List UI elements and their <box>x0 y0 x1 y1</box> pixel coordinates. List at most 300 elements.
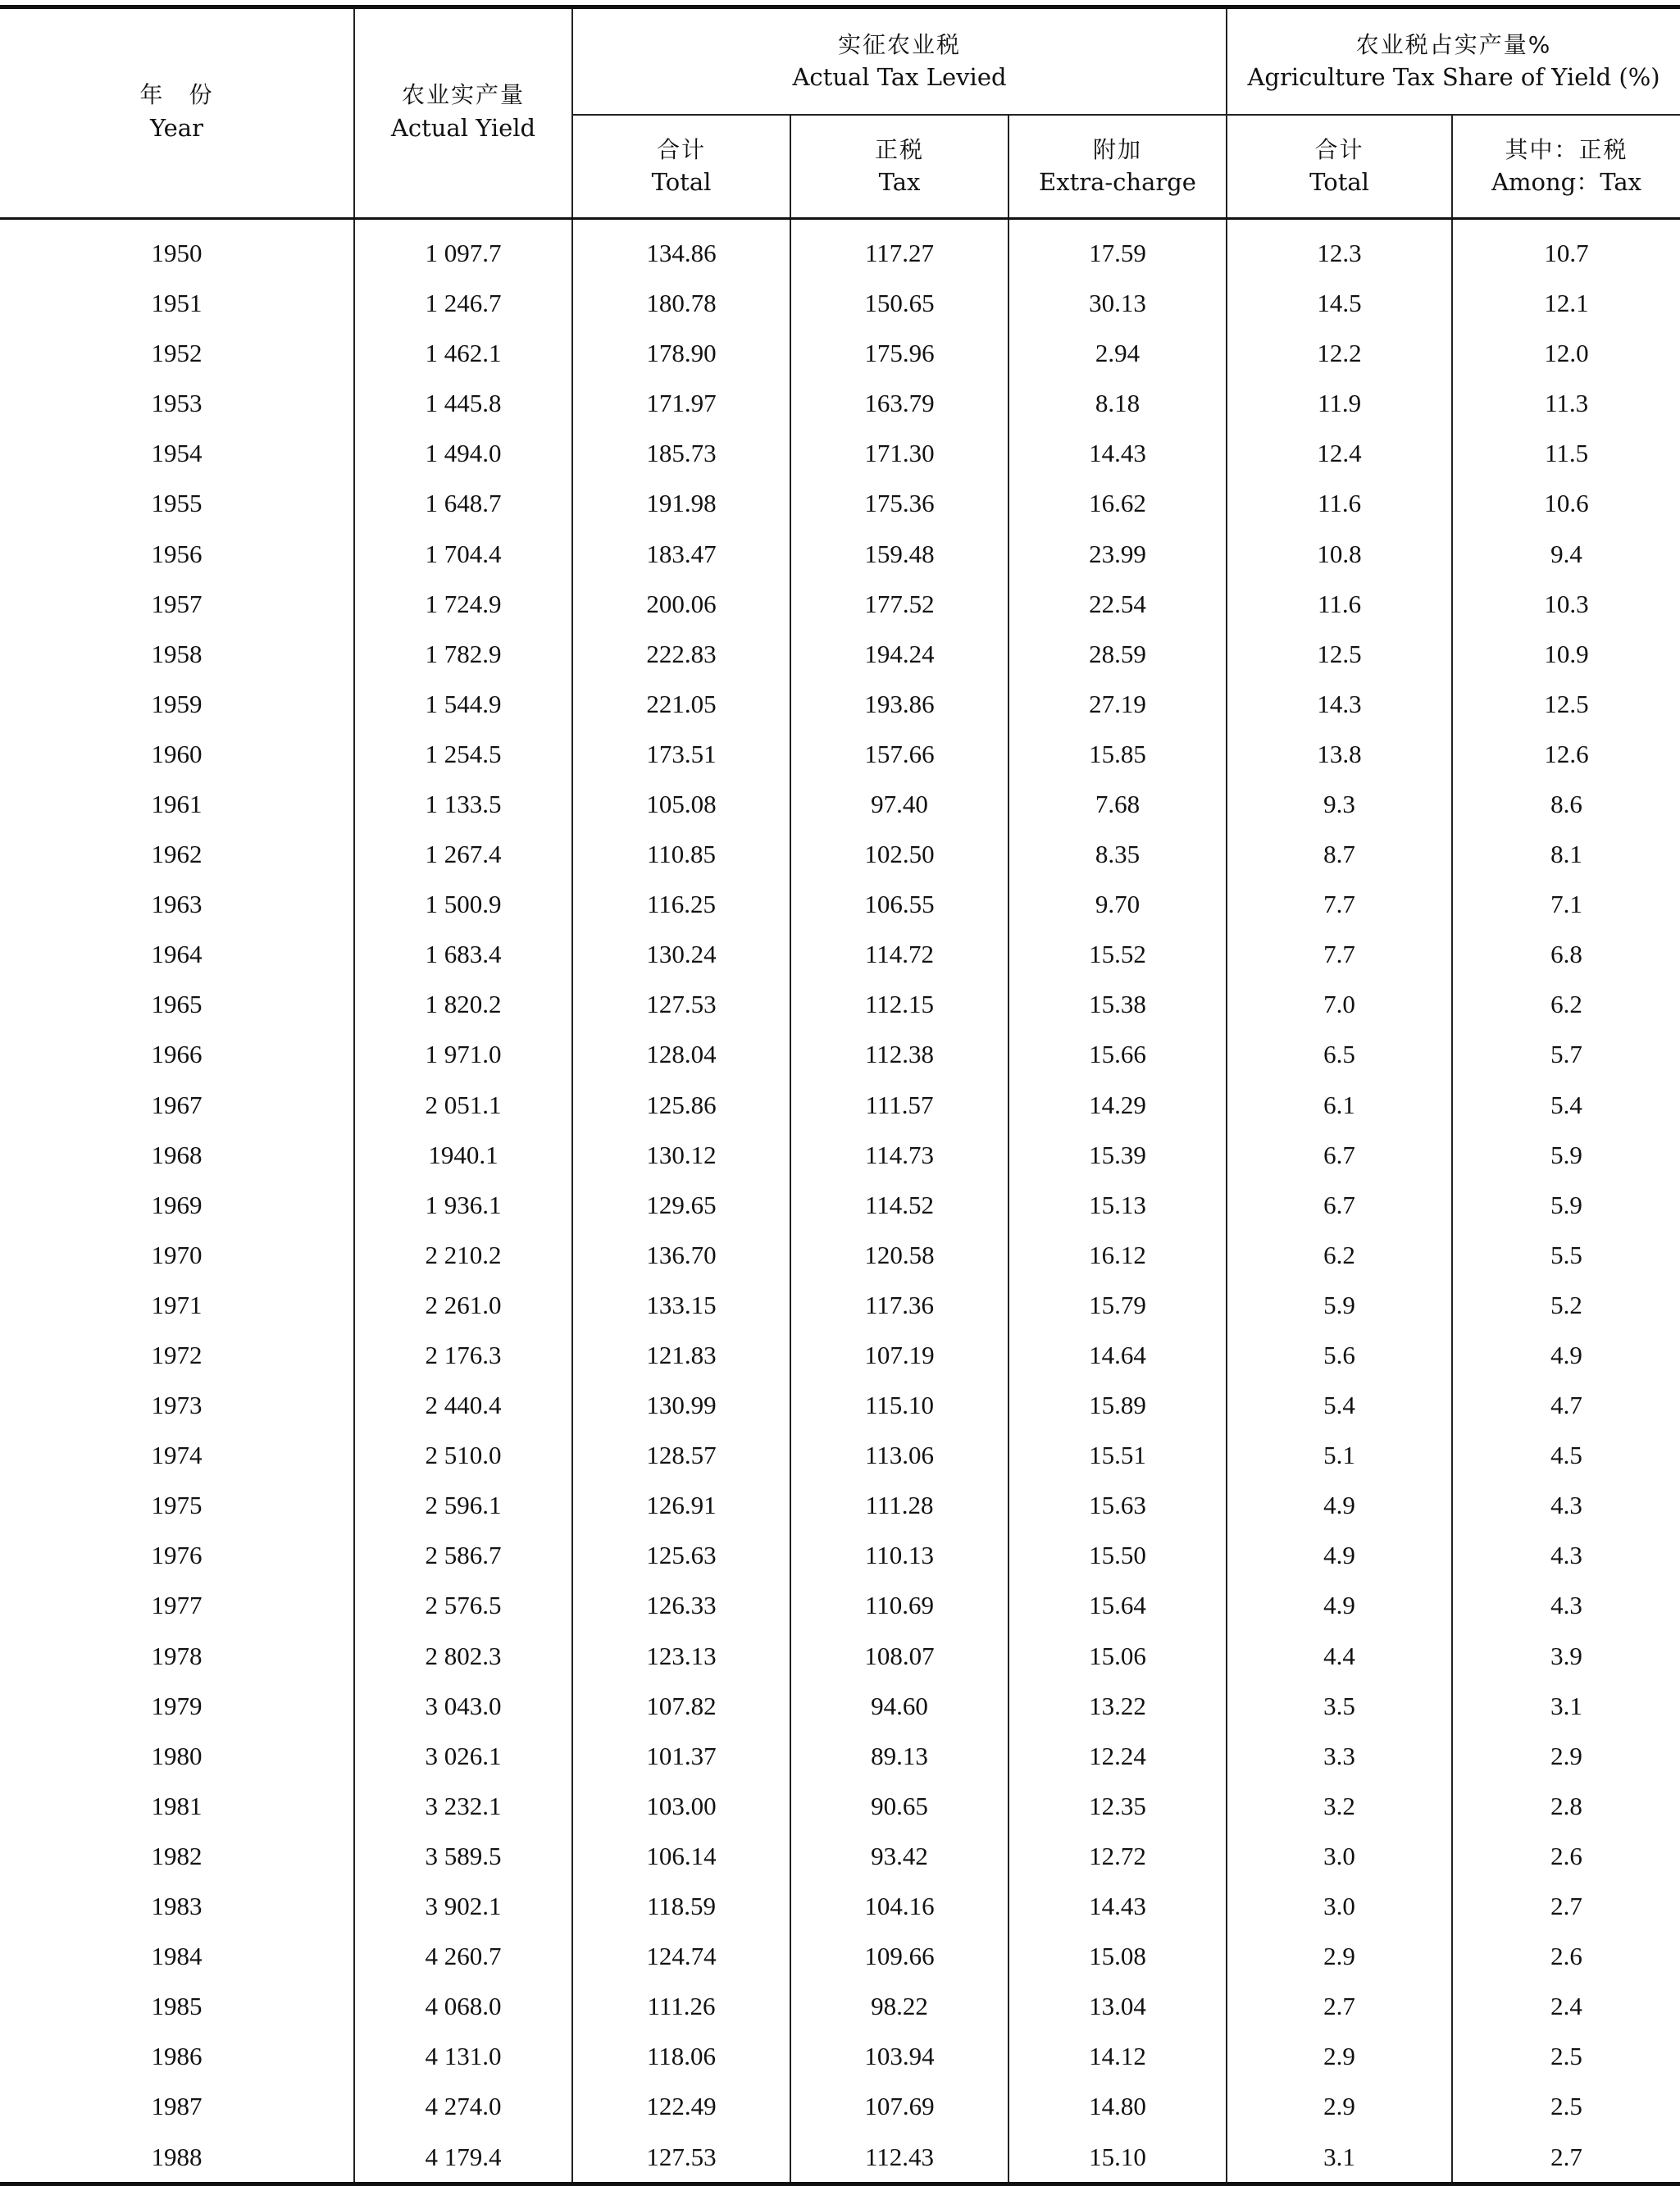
cell-share-tax: 12.6 <box>1452 729 1680 779</box>
cell-share-tax: 7.1 <box>1452 879 1680 929</box>
cell-tax: 175.36 <box>790 478 1008 528</box>
header-year-en: Year <box>150 113 203 142</box>
cell-share-tax: 2.6 <box>1452 1831 1680 1881</box>
cell-actual-yield: 1 133.5 <box>354 779 572 829</box>
cell-extra-charge: 15.64 <box>1008 1581 1227 1631</box>
cell-share-tax: 2.5 <box>1452 2031 1680 2081</box>
cell-share-tax: 11.3 <box>1452 378 1680 428</box>
cell-tax: 107.69 <box>790 2081 1008 2131</box>
header-share-total-zh: 合计 <box>1314 135 1364 163</box>
cell-year: 1977 <box>0 1581 354 1631</box>
cell-tax: 112.43 <box>790 2132 1008 2184</box>
cell-tax: 171.30 <box>790 428 1008 478</box>
cell-share-total: 4.9 <box>1227 1530 1452 1580</box>
table-row <box>0 1480 1680 1530</box>
cell-year: 1954 <box>0 428 354 478</box>
cell-extra-charge: 9.70 <box>1008 879 1227 929</box>
cell-tax: 112.15 <box>790 979 1008 1029</box>
cell-actual-yield: 3 589.5 <box>354 1831 572 1881</box>
table-row <box>0 929 1680 979</box>
cell-share-tax: 10.9 <box>1452 629 1680 679</box>
cell-tax-total: 178.90 <box>572 328 790 378</box>
cell-actual-yield: 1 500.9 <box>354 879 572 929</box>
cell-actual-yield: 3 902.1 <box>354 1881 572 1931</box>
cell-share-total: 14.5 <box>1227 278 1452 328</box>
cell-share-tax: 8.1 <box>1452 829 1680 879</box>
cell-year: 1972 <box>0 1330 354 1380</box>
table-row <box>0 1981 1680 2031</box>
table-row <box>0 1230 1680 1280</box>
table-row <box>0 2031 1680 2081</box>
header-total-zh: 合计 <box>656 135 706 163</box>
header-tax-levied-en: Actual Tax Levied <box>792 63 1007 92</box>
cell-share-tax: 4.7 <box>1452 1380 1680 1430</box>
cell-tax-total: 200.06 <box>572 579 790 629</box>
cell-actual-yield: 1 246.7 <box>354 278 572 328</box>
cell-tax-total: 191.98 <box>572 478 790 528</box>
cell-actual-yield: 1 445.8 <box>354 378 572 428</box>
cell-extra-charge: 13.04 <box>1008 1981 1227 2031</box>
cell-actual-yield: 1 097.7 <box>354 219 572 279</box>
cell-share-tax: 11.5 <box>1452 428 1680 478</box>
cell-share-total: 2.9 <box>1227 1931 1452 1981</box>
cell-tax: 112.38 <box>790 1030 1008 1080</box>
cell-tax: 89.13 <box>790 1731 1008 1781</box>
cell-extra-charge: 15.52 <box>1008 929 1227 979</box>
table-row <box>0 1731 1680 1781</box>
table-row <box>0 278 1680 328</box>
cell-extra-charge: 16.62 <box>1008 478 1227 528</box>
table-row <box>0 829 1680 879</box>
cell-tax-total: 134.86 <box>572 219 790 279</box>
cell-share-total: 5.1 <box>1227 1430 1452 1480</box>
cell-tax-total: 180.78 <box>572 278 790 328</box>
cell-year: 1980 <box>0 1731 354 1781</box>
cell-share-tax: 10.3 <box>1452 579 1680 629</box>
cell-year: 1964 <box>0 929 354 979</box>
cell-tax: 113.06 <box>790 1430 1008 1480</box>
cell-extra-charge: 15.38 <box>1008 979 1227 1029</box>
cell-share-tax: 4.3 <box>1452 1581 1680 1631</box>
table-row <box>0 1080 1680 1130</box>
agriculture-tax-table <box>0 5 1680 2186</box>
cell-extra-charge: 15.85 <box>1008 729 1227 779</box>
cell-share-tax: 4.5 <box>1452 1430 1680 1480</box>
cell-actual-yield: 1 820.2 <box>354 979 572 1029</box>
cell-extra-charge: 23.99 <box>1008 529 1227 579</box>
table-row <box>0 1180 1680 1230</box>
cell-tax-total: 128.04 <box>572 1030 790 1080</box>
cell-actual-yield: 2 261.0 <box>354 1280 572 1330</box>
cell-tax-total: 121.83 <box>572 1330 790 1380</box>
cell-extra-charge: 28.59 <box>1008 629 1227 679</box>
table-row <box>0 1030 1680 1080</box>
cell-actual-yield: 4 260.7 <box>354 1931 572 1981</box>
cell-share-tax: 5.2 <box>1452 1280 1680 1330</box>
cell-share-total: 10.8 <box>1227 529 1452 579</box>
table-row <box>0 1530 1680 1580</box>
cell-tax-total: 221.05 <box>572 679 790 729</box>
cell-share-tax: 5.9 <box>1452 1130 1680 1180</box>
table-body <box>0 219 1680 2184</box>
cell-tax-total: 127.53 <box>572 979 790 1029</box>
cell-share-tax: 3.9 <box>1452 1631 1680 1681</box>
cell-share-total: 12.3 <box>1227 219 1452 279</box>
cell-extra-charge: 15.13 <box>1008 1180 1227 1230</box>
cell-share-total: 5.6 <box>1227 1330 1452 1380</box>
cell-tax: 194.24 <box>790 629 1008 679</box>
cell-year: 1965 <box>0 979 354 1029</box>
header-tax-zh: 正税 <box>874 135 924 163</box>
cell-year: 1968 <box>0 1130 354 1180</box>
cell-actual-yield: 1 936.1 <box>354 1180 572 1230</box>
cell-actual-yield: 2 210.2 <box>354 1230 572 1280</box>
cell-extra-charge: 17.59 <box>1008 219 1227 279</box>
cell-extra-charge: 14.80 <box>1008 2081 1227 2131</box>
table-row <box>0 679 1680 729</box>
cell-share-total: 2.9 <box>1227 2081 1452 2131</box>
cell-year: 1967 <box>0 1080 354 1130</box>
cell-share-tax: 2.6 <box>1452 1931 1680 1981</box>
cell-share-total: 11.9 <box>1227 378 1452 428</box>
header-yield <box>354 7 572 219</box>
cell-actual-yield: 4 068.0 <box>354 1981 572 2031</box>
cell-tax: 93.42 <box>790 1831 1008 1881</box>
cell-tax: 175.96 <box>790 328 1008 378</box>
table-row <box>0 1380 1680 1430</box>
cell-tax-total: 125.86 <box>572 1080 790 1130</box>
header-yield-en: Actual Yield <box>390 113 536 142</box>
table-row <box>0 579 1680 629</box>
cell-year: 1979 <box>0 1681 354 1731</box>
cell-share-total: 6.1 <box>1227 1080 1452 1130</box>
cell-year: 1951 <box>0 278 354 328</box>
cell-extra-charge: 2.94 <box>1008 328 1227 378</box>
cell-tax-total: 173.51 <box>572 729 790 779</box>
cell-year: 1952 <box>0 328 354 378</box>
cell-actual-yield: 2 586.7 <box>354 1530 572 1580</box>
cell-share-total: 4.9 <box>1227 1480 1452 1530</box>
cell-tax: 94.60 <box>790 1681 1008 1731</box>
cell-year: 1953 <box>0 378 354 428</box>
cell-tax-total: 101.37 <box>572 1731 790 1781</box>
table-row <box>0 879 1680 929</box>
table-row <box>0 219 1680 279</box>
cell-tax-total: 128.57 <box>572 1430 790 1480</box>
cell-year: 1983 <box>0 1881 354 1931</box>
cell-actual-yield: 1 782.9 <box>354 629 572 679</box>
cell-tax: 104.16 <box>790 1881 1008 1931</box>
cell-extra-charge: 15.39 <box>1008 1130 1227 1180</box>
cell-year: 1978 <box>0 1631 354 1681</box>
cell-tax-total: 110.85 <box>572 829 790 879</box>
table-row <box>0 1581 1680 1631</box>
table-row <box>0 328 1680 378</box>
table-row <box>0 1280 1680 1330</box>
cell-tax: 102.50 <box>790 829 1008 879</box>
cell-share-total: 9.3 <box>1227 779 1452 829</box>
table-row <box>0 478 1680 528</box>
cell-share-total: 7.7 <box>1227 879 1452 929</box>
cell-tax-total: 129.65 <box>572 1180 790 1230</box>
cell-tax-total: 105.08 <box>572 779 790 829</box>
cell-share-total: 6.5 <box>1227 1030 1452 1080</box>
cell-tax: 117.27 <box>790 219 1008 279</box>
cell-share-tax: 8.6 <box>1452 779 1680 829</box>
cell-year: 1984 <box>0 1931 354 1981</box>
header-tax-share <box>1227 7 1680 116</box>
header-year-zh: 年 份 <box>139 81 214 108</box>
header-extra-charge-zh: 附加 <box>1093 135 1143 163</box>
cell-extra-charge: 12.35 <box>1008 1781 1227 1831</box>
cell-share-tax: 9.4 <box>1452 529 1680 579</box>
cell-actual-yield: 2 051.1 <box>354 1080 572 1130</box>
cell-share-tax: 12.5 <box>1452 679 1680 729</box>
cell-extra-charge: 15.06 <box>1008 1631 1227 1681</box>
cell-tax: 150.65 <box>790 278 1008 328</box>
cell-actual-yield: 2 440.4 <box>354 1380 572 1430</box>
cell-tax: 120.58 <box>790 1230 1008 1280</box>
cell-extra-charge: 15.89 <box>1008 1380 1227 1430</box>
cell-year: 1988 <box>0 2132 354 2184</box>
cell-share-total: 3.2 <box>1227 1781 1452 1831</box>
table-row <box>0 1330 1680 1380</box>
cell-extra-charge: 15.79 <box>1008 1280 1227 1330</box>
cell-year: 1959 <box>0 679 354 729</box>
cell-year: 1982 <box>0 1831 354 1881</box>
cell-year: 1986 <box>0 2031 354 2081</box>
cell-tax: 90.65 <box>790 1781 1008 1831</box>
header-extra-charge <box>1008 115 1227 219</box>
cell-tax: 111.57 <box>790 1080 1008 1130</box>
cell-share-tax: 3.1 <box>1452 1681 1680 1731</box>
cell-tax: 98.22 <box>790 1981 1008 2031</box>
cell-extra-charge: 8.18 <box>1008 378 1227 428</box>
cell-tax: 97.40 <box>790 779 1008 829</box>
cell-tax-total: 171.97 <box>572 378 790 428</box>
cell-tax: 157.66 <box>790 729 1008 779</box>
cell-year: 1969 <box>0 1180 354 1230</box>
cell-actual-yield: 1 462.1 <box>354 328 572 378</box>
cell-extra-charge: 16.12 <box>1008 1230 1227 1280</box>
cell-tax: 114.52 <box>790 1180 1008 1230</box>
cell-tax-total: 130.24 <box>572 929 790 979</box>
cell-share-tax: 12.0 <box>1452 328 1680 378</box>
cell-extra-charge: 14.12 <box>1008 2031 1227 2081</box>
cell-year: 1963 <box>0 879 354 929</box>
cell-share-tax: 4.3 <box>1452 1530 1680 1580</box>
cell-share-tax: 2.7 <box>1452 2132 1680 2184</box>
cell-actual-yield: 4 179.4 <box>354 2132 572 2184</box>
cell-tax-total: 106.14 <box>572 1831 790 1881</box>
cell-share-total: 2.9 <box>1227 2031 1452 2081</box>
cell-tax-total: 185.73 <box>572 428 790 478</box>
cell-tax-total: 122.49 <box>572 2081 790 2131</box>
cell-tax-total: 111.26 <box>572 1981 790 2031</box>
cell-extra-charge: 27.19 <box>1008 679 1227 729</box>
header-total <box>572 115 790 219</box>
cell-actual-yield: 1 267.4 <box>354 829 572 879</box>
cell-extra-charge: 15.51 <box>1008 1430 1227 1480</box>
cell-actual-yield: 2 510.0 <box>354 1430 572 1480</box>
cell-extra-charge: 14.43 <box>1008 428 1227 478</box>
header-share-total-en: Total <box>1309 168 1369 197</box>
cell-extra-charge: 15.08 <box>1008 1931 1227 1981</box>
cell-tax: 107.19 <box>790 1330 1008 1380</box>
cell-share-total: 11.6 <box>1227 478 1452 528</box>
cell-tax-total: 107.82 <box>572 1681 790 1731</box>
cell-extra-charge: 15.63 <box>1008 1480 1227 1530</box>
cell-year: 1962 <box>0 829 354 879</box>
cell-extra-charge: 8.35 <box>1008 829 1227 879</box>
cell-actual-yield: 1 971.0 <box>354 1030 572 1080</box>
cell-share-total: 8.7 <box>1227 829 1452 879</box>
cell-extra-charge: 22.54 <box>1008 579 1227 629</box>
cell-year: 1973 <box>0 1380 354 1430</box>
header-yield-zh: 农业实产量 <box>401 81 525 108</box>
cell-tax-total: 125.63 <box>572 1530 790 1580</box>
cell-actual-yield: 2 176.3 <box>354 1330 572 1380</box>
cell-actual-yield: 1940.1 <box>354 1130 572 1180</box>
cell-share-total: 13.8 <box>1227 729 1452 779</box>
cell-share-total: 6.7 <box>1227 1180 1452 1230</box>
cell-year: 1975 <box>0 1480 354 1530</box>
cell-share-total: 4.9 <box>1227 1581 1452 1631</box>
cell-actual-yield: 2 576.5 <box>354 1581 572 1631</box>
cell-tax: 117.36 <box>790 1280 1008 1330</box>
cell-tax-total: 126.33 <box>572 1581 790 1631</box>
cell-extra-charge: 12.72 <box>1008 1831 1227 1881</box>
table-row <box>0 1681 1680 1731</box>
cell-share-tax: 2.9 <box>1452 1731 1680 1781</box>
cell-share-tax: 5.5 <box>1452 1230 1680 1280</box>
cell-tax-total: 116.25 <box>572 879 790 929</box>
cell-tax: 106.55 <box>790 879 1008 929</box>
cell-actual-yield: 1 724.9 <box>354 579 572 629</box>
cell-actual-yield: 4 274.0 <box>354 2081 572 2131</box>
cell-tax-total: 103.00 <box>572 1781 790 1831</box>
cell-year: 1950 <box>0 219 354 279</box>
cell-tax-total: 126.91 <box>572 1480 790 1530</box>
cell-tax: 177.52 <box>790 579 1008 629</box>
table-row <box>0 1881 1680 1931</box>
cell-tax-total: 118.59 <box>572 1881 790 1931</box>
cell-share-total: 7.0 <box>1227 979 1452 1029</box>
cell-share-total: 14.3 <box>1227 679 1452 729</box>
cell-share-total: 12.4 <box>1227 428 1452 478</box>
cell-year: 1957 <box>0 579 354 629</box>
cell-share-total: 7.7 <box>1227 929 1452 979</box>
cell-share-tax: 6.2 <box>1452 979 1680 1029</box>
table-row <box>0 529 1680 579</box>
header-tax-levied-zh: 实征农业税 <box>838 30 962 58</box>
cell-tax-total: 183.47 <box>572 529 790 579</box>
cell-tax-total: 123.13 <box>572 1631 790 1681</box>
cell-tax: 159.48 <box>790 529 1008 579</box>
cell-year: 1966 <box>0 1030 354 1080</box>
cell-extra-charge: 30.13 <box>1008 278 1227 328</box>
cell-year: 1958 <box>0 629 354 679</box>
cell-year: 1971 <box>0 1280 354 1330</box>
cell-share-tax: 10.6 <box>1452 478 1680 528</box>
table-row <box>0 779 1680 829</box>
cell-tax: 110.13 <box>790 1530 1008 1580</box>
header-tax-share-en: Agriculture Tax Share of Yield (%) <box>1247 63 1660 92</box>
cell-share-total: 3.1 <box>1227 2132 1452 2184</box>
table-row <box>0 1631 1680 1681</box>
header-year <box>0 7 354 219</box>
cell-tax: 111.28 <box>790 1480 1008 1530</box>
cell-share-total: 3.0 <box>1227 1881 1452 1931</box>
cell-extra-charge: 14.29 <box>1008 1080 1227 1130</box>
table-row <box>0 428 1680 478</box>
cell-share-tax: 10.7 <box>1452 219 1680 279</box>
cell-actual-yield: 1 704.4 <box>354 529 572 579</box>
cell-extra-charge: 15.66 <box>1008 1030 1227 1080</box>
cell-share-tax: 2.8 <box>1452 1781 1680 1831</box>
cell-share-tax: 5.9 <box>1452 1180 1680 1230</box>
cell-tax: 114.73 <box>790 1130 1008 1180</box>
cell-extra-charge: 13.22 <box>1008 1681 1227 1731</box>
header-share-tax-zh: 其中：正税 <box>1505 135 1628 163</box>
cell-tax-total: 124.74 <box>572 1931 790 1981</box>
cell-share-total: 11.6 <box>1227 579 1452 629</box>
cell-share-total: 3.0 <box>1227 1831 1452 1881</box>
cell-extra-charge: 12.24 <box>1008 1731 1227 1781</box>
cell-actual-yield: 1 254.5 <box>354 729 572 779</box>
cell-year: 1985 <box>0 1981 354 2031</box>
table-row <box>0 979 1680 1029</box>
cell-share-tax: 2.4 <box>1452 1981 1680 2031</box>
cell-extra-charge: 14.43 <box>1008 1881 1227 1931</box>
header-tax-levied <box>572 7 1227 116</box>
cell-tax: 109.66 <box>790 1931 1008 1981</box>
cell-share-total: 3.5 <box>1227 1681 1452 1731</box>
cell-share-total: 2.7 <box>1227 1981 1452 2031</box>
cell-extra-charge: 7.68 <box>1008 779 1227 829</box>
header-share-total <box>1227 115 1452 219</box>
cell-tax: 115.10 <box>790 1380 1008 1430</box>
table-row <box>0 1931 1680 1981</box>
cell-share-total: 3.3 <box>1227 1731 1452 1781</box>
cell-tax: 193.86 <box>790 679 1008 729</box>
cell-tax: 163.79 <box>790 378 1008 428</box>
table-header <box>0 7 1680 219</box>
cell-year: 1970 <box>0 1230 354 1280</box>
cell-share-total: 12.5 <box>1227 629 1452 679</box>
cell-extra-charge: 15.10 <box>1008 2132 1227 2184</box>
cell-share-tax: 4.3 <box>1452 1480 1680 1530</box>
table-row <box>0 1781 1680 1831</box>
cell-share-total: 12.2 <box>1227 328 1452 378</box>
cell-actual-yield: 1 494.0 <box>354 428 572 478</box>
cell-year: 1976 <box>0 1530 354 1580</box>
header-extra-charge-en: Extra-charge <box>1039 168 1196 197</box>
cell-actual-yield: 1 683.4 <box>354 929 572 979</box>
cell-share-total: 6.7 <box>1227 1130 1452 1180</box>
cell-year: 1956 <box>0 529 354 579</box>
cell-share-tax: 2.5 <box>1452 2081 1680 2131</box>
cell-year: 1961 <box>0 779 354 829</box>
cell-share-total: 4.4 <box>1227 1631 1452 1681</box>
header-tax <box>790 115 1008 219</box>
cell-share-total: 6.2 <box>1227 1230 1452 1280</box>
cell-year: 1955 <box>0 478 354 528</box>
cell-share-total: 5.9 <box>1227 1280 1452 1330</box>
cell-extra-charge: 15.50 <box>1008 1530 1227 1580</box>
cell-tax: 110.69 <box>790 1581 1008 1631</box>
table-row <box>0 729 1680 779</box>
